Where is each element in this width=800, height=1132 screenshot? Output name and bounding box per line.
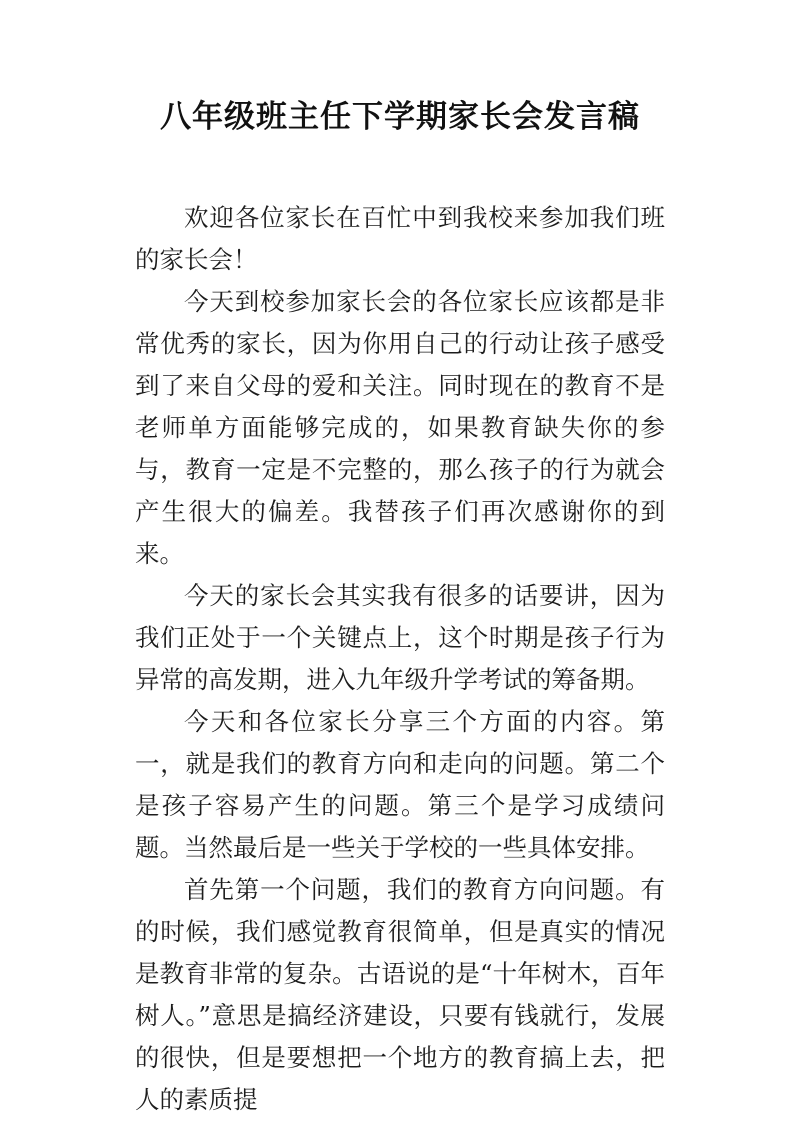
- paragraph-welcome: 欢迎各位家长在百忙中到我校来参加我们班的家长会！: [135, 203, 665, 274]
- paragraph-agenda: 今天和各位家长分享三个方面的内容。第一，就是我们的教育方向和走向的问题。第二个是孩子容易产生的问题。第三个是学习成绩问题。当然最后是一些关于学校的一些具体安排。: [135, 707, 665, 862]
- paragraph-thanks: 今天到校参加家长会的各位家长应该都是非常优秀的家长，因为你用自己的行动让孩子感受到了来自父母的爱和关注。同时现在的教育不是老师单方面能够完成的，如果教育缺失你的参与，教育一定是不完整的，那么孩子的行为就会产生很大的偏差。我替孩子们再次感谢你的到来。: [135, 287, 665, 568]
- document-title: 八年级班主任下学期家长会发言稿: [160, 99, 640, 135]
- document-body: [135, 197, 665, 1121]
- paragraph-education-direction: 首先第一个问题，我们的教育方向问题。有的时候，我们感觉教育很简单，但是真实的情况是教育非常的复杂。古语说的是“十年树木，百年树人。”意思是搞经济建设，只要有钱就行，发展的很快，但是要想把一个地方的教育搞上去，把人的素质提: [135, 875, 665, 1114]
- paragraph-key-period: 今天的家长会其实我有很多的话要讲，因为我们正处于一个关键点上，这个时期是孩子行为异常的高发期，进入九年级升学考试的筹备期。: [135, 581, 665, 694]
